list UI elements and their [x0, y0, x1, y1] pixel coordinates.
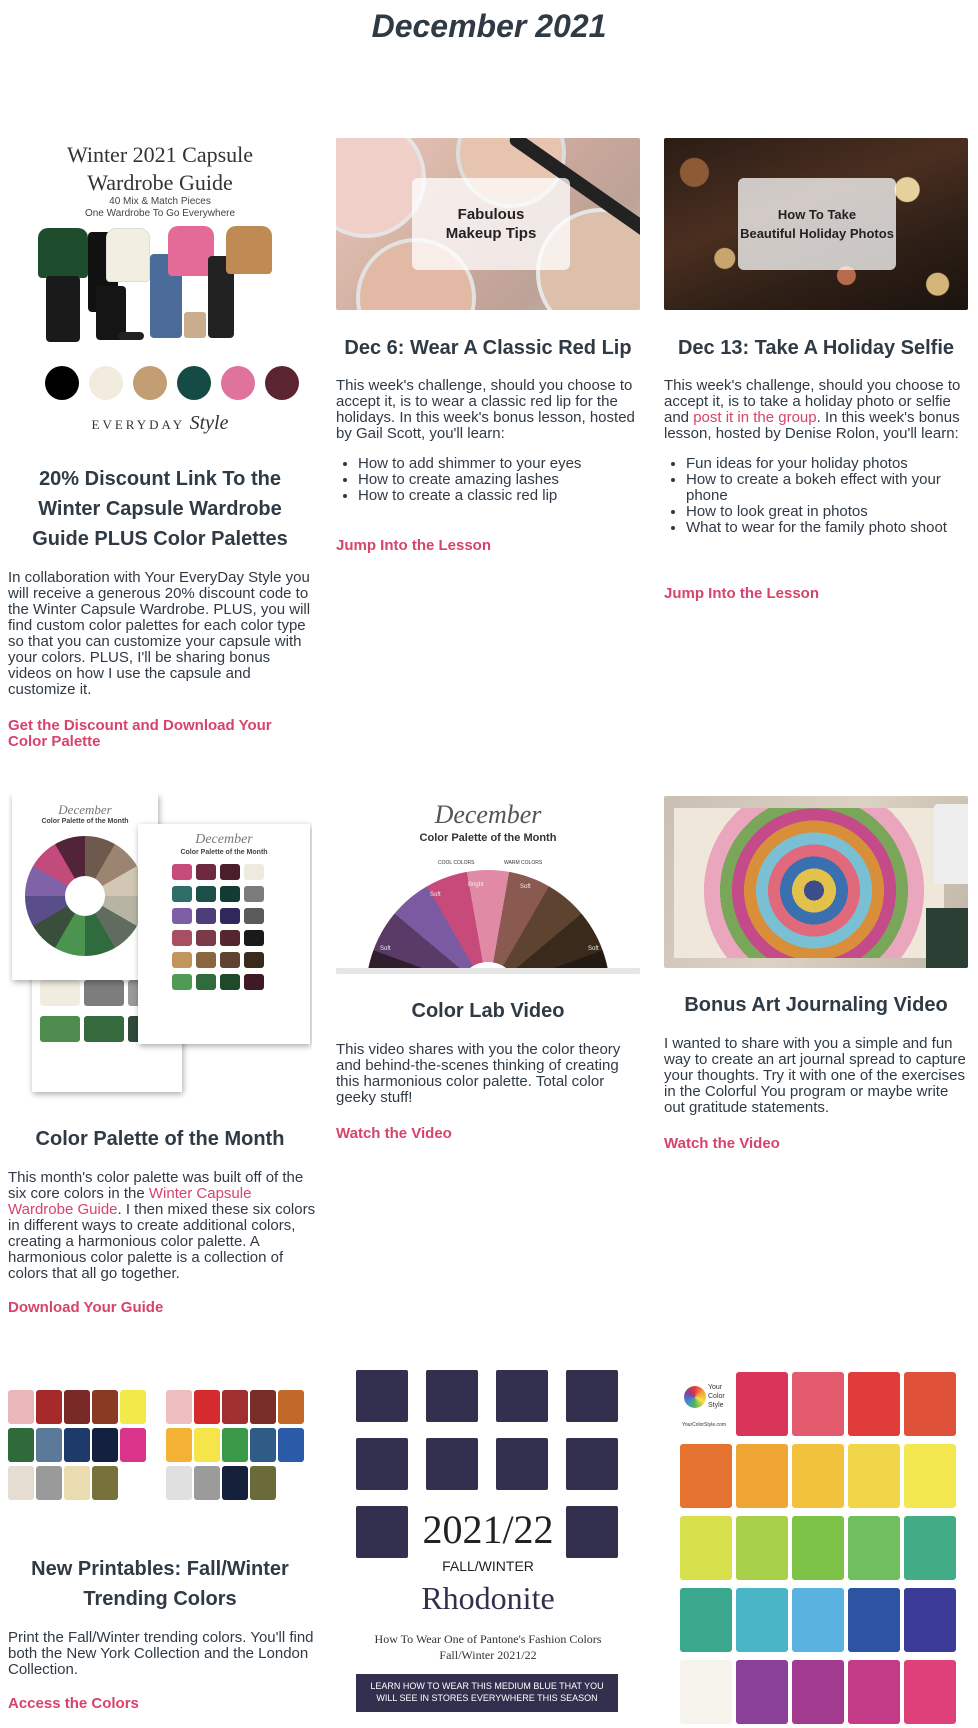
card-color-lab-video — [336, 790, 640, 1150]
card-title: 20% Discount Link To the Winter Capsule Wardrobe Guide PLUS Color Palettes — [32, 468, 288, 550]
card-rhodonite — [336, 1354, 640, 1728]
palette-sheet-wheel: December Color Palette of the Month — [12, 794, 158, 980]
december-script: December — [434, 800, 542, 829]
bullet-item: • How to add shimmer to your eyes — [358, 456, 644, 472]
jump-into-lesson-link[interactable]: Jump Into the Lesson — [664, 585, 820, 602]
post-in-group-link[interactable]: post it in the group — [693, 409, 817, 426]
clothing-top-white — [106, 228, 150, 282]
jump-into-lesson-link[interactable]: Jump Into the Lesson — [336, 537, 492, 554]
color-palette-image[interactable] — [8, 794, 312, 1100]
watch-video-link[interactable]: Watch the Video — [664, 1135, 780, 1152]
rhodonite-banner: LEARN HOW TO WEAR THIS MEDIUM BLUE THAT YOU WILL SEE IN STORES EVERYWHERE THIS SEASON — [356, 1674, 618, 1712]
holiday-overlay: How To Take Beautiful Holiday Photos — [738, 178, 896, 270]
your-color-style-logo: Your Color Style YourColorStyle.com — [682, 1384, 727, 1428]
capsule-image-title-1: Winter 2021 Capsule — [66, 142, 254, 167]
trending-colors-image[interactable] — [8, 1360, 312, 1532]
card-title: Dec 13: Take A Holiday Selfie — [677, 337, 955, 359]
makeup-overlay: Fabulous Makeup Tips — [412, 178, 570, 270]
capsule-image-subtitle-2: One Wardrobe To Go Everywhere — [84, 208, 236, 219]
color-lab-image[interactable]: December Color Palette of the Month COOL COLORS WARM COLORS Bright Soft Soft Soft Soft — [336, 796, 640, 974]
capsule-guide-image[interactable] — [8, 136, 312, 446]
card-title: New Printables: Fall/Winter Trending Colors — [31, 1558, 289, 1610]
capsule-image-title-2: Wardrobe Guide — [87, 170, 233, 195]
color-chart-image[interactable] — [664, 1360, 968, 1728]
capsule-image-subtitle-1: 40 Mix & Match Pieces — [109, 196, 211, 207]
card-color-palette — [8, 790, 316, 1320]
bullet-item: • How to create a bokeh effect with your phone — [686, 472, 972, 504]
makeup-tips-image[interactable] — [336, 138, 640, 310]
card-body: This week's challenge, should you choose to accept it, is to take a holiday photo or selfie and post it in the group. In this week's bonus lesson, hosted by Denise Rolon, you'll learn: • Fun ideas for your holiday photos • How to create a bokeh effect with your phone • How to look great in photos • What to wear for the family photo shoot — [664, 378, 972, 536]
art-journal-image[interactable] — [664, 796, 968, 968]
core-color-dot-2 — [89, 366, 123, 400]
download-guide-link[interactable]: Download Your Guide — [8, 1299, 164, 1316]
bullet-item: • How to create amazing lashes — [358, 472, 644, 488]
everyday-style-logo: EVERYDAY Style — [91, 412, 229, 434]
printable-sheet-london — [166, 1390, 312, 1500]
access-colors-link[interactable]: Access the Colors — [8, 1695, 139, 1712]
get-discount-link[interactable]: Get the Discount and Download Your Color Palette — [8, 717, 272, 750]
card-body: This week's challenge, should you choose to accept it, is to wear a classic red lip for the holidays. In this week's bonus lesson, hosted by Gail Scott, you'll learn: • How to add shimmer to your eyes • How to create amazing lashes • How to create a classic red lip — [336, 378, 644, 504]
journal-left-page — [674, 808, 814, 958]
core-color-dot-6 — [265, 366, 299, 400]
card-capsule-discount — [8, 0, 312, 760]
rhodonite-name: Rhodonite — [421, 1580, 555, 1616]
clothing-flats — [118, 332, 144, 340]
card-body: This video shares with you the color theory and behind-the-scenes thinking of creating this harmonious color palette. Total color geeky stuff! — [336, 1041, 621, 1106]
bullet-item: • How to create a classic red lip — [358, 488, 644, 504]
rhodonite-season: FALL/WINTER — [442, 1558, 534, 1574]
journal-right-page — [814, 808, 944, 958]
clothing-top-green — [38, 228, 88, 278]
card-art-journaling — [664, 790, 968, 1150]
core-color-dot-3 — [133, 366, 167, 400]
printable-sheet-ny — [8, 1390, 154, 1500]
bullet-item: • What to wear for the family photo shoot — [686, 520, 972, 536]
card-holiday-selfie — [664, 0, 968, 620]
card-title: Color Lab Video — [411, 1000, 565, 1022]
bullet-list — [664, 456, 972, 536]
half-color-wheel — [366, 870, 610, 974]
winter-capsule-guide-link[interactable]: Winter Capsule Wardrobe Guide — [8, 1185, 252, 1218]
watch-video-link[interactable]: Watch the Video — [336, 1125, 452, 1142]
card-title: Dec 6: Wear A Classic Red Lip — [344, 337, 632, 359]
card-new-printables — [8, 1354, 312, 1728]
wheel-baseline — [336, 968, 640, 974]
core-color-dot-4 — [177, 366, 211, 400]
core-color-dot-5 — [221, 366, 255, 400]
card-title: Bonus Art Journaling Video — [684, 994, 948, 1016]
card-body: This month's color palette was built off of the six core colors in the Winter Capsule Wardrobe Guide. I then mixed these six colors in different ways to create additional colors, creating a harmonious color palette. A harmonious color palette is a collection of colors that all go together. — [8, 1169, 316, 1282]
card-body: I wanted to share with you a simple and fun way to create an art journal spread to capture your thoughts. Try it with one of the exercises in the Colorful You program or maybe write out gratitude statements. — [664, 1035, 966, 1116]
paint-palette — [934, 804, 968, 884]
palette-sheet-grid: December Color Palette of the Month — [138, 824, 310, 1044]
bullet-list — [336, 456, 644, 504]
card-color-chart — [664, 1354, 968, 1728]
notebook — [926, 908, 968, 968]
color-wheel — [25, 836, 145, 956]
clothing-pants-black-2 — [46, 276, 80, 342]
rhodonite-sub1: How To Wear One of Pantone's Fashion Colors — [374, 1632, 602, 1646]
bullet-item: • How to look great in photos — [686, 504, 972, 520]
clothing-sweater-camel — [226, 226, 272, 274]
bullet-item: • Fun ideas for your holiday photos — [686, 456, 972, 472]
rhodonite-year: 2021/22 — [422, 1507, 554, 1552]
holiday-photos-image[interactable] — [664, 138, 968, 310]
page-title: December 2021 — [371, 8, 607, 44]
rhodonite-image[interactable] — [336, 1360, 640, 1728]
rhodonite-sub2: Fall/Winter 2021/22 — [439, 1648, 537, 1662]
card-body: In collaboration with Your EveryDay Style you will receive a generous 20% discount code to the Winter Capsule Wardrobe. PLUS, you will find custom color palettes for each color type so that you can customize your capsule with your colors. PLUS, I'll be sharing bonus videos on how I use the capsule and customize it. — [8, 569, 311, 698]
card-body: Print the Fall/Winter trending colors. You'll find both the New York Collection and the London Collection. — [8, 1629, 314, 1678]
card-red-lip — [336, 0, 640, 600]
palette-caption: Color Palette of the Month — [419, 832, 557, 844]
card-title: Color Palette of the Month — [35, 1128, 285, 1150]
clothing-boot — [184, 312, 206, 338]
core-color-dot-1 — [45, 366, 79, 400]
